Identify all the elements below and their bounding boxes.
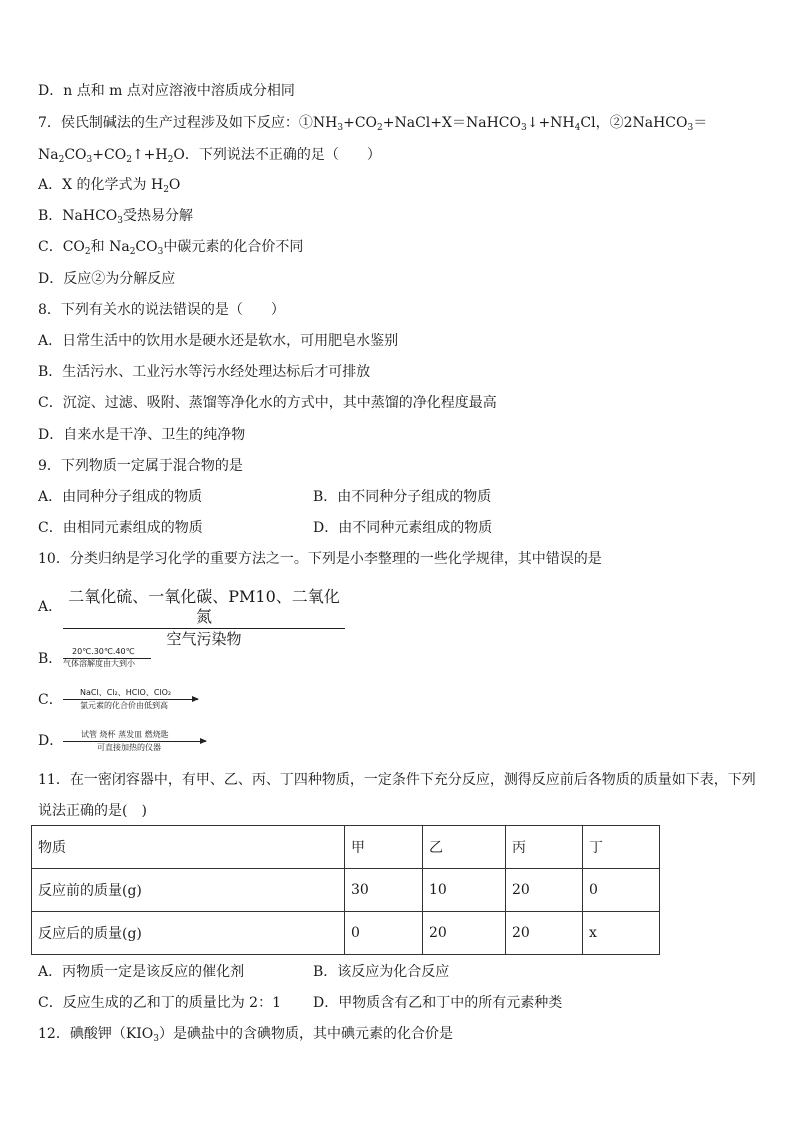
table-cell: 丙 [506,826,583,869]
q11-stem: 11．在一密闭容器中，有甲、乙、丙、丁四种物质，一定条件下充分反应，测得反应前后各物质的质量如下表，下列 [38,772,756,788]
table-row [32,912,660,955]
q11-option-c: C．反应生成的乙和丁的质量比为 2：1 [38,995,281,1011]
table-cell: 0 [583,869,660,912]
table-cell: 丁 [583,826,660,869]
q11-option-d: D．甲物质含有乙和丁中的所有元素种类 [313,995,563,1011]
q11-option-a: A．丙物质一定是该反应的催化剂 [38,964,245,980]
q9-option-d: D．由不同种元素组成的物质 [313,520,493,536]
q9-stem: 9．下列物质一定属于混合物的是 [38,458,243,474]
q11-option-b: B．该反应为化合反应 [313,964,450,980]
mass-table [31,825,660,955]
table-cell: 30 [345,869,423,912]
q8-option-c: C．沉淀、过滤、吸附、蒸馏等净化水的方式中，其中蒸馏的净化程度最高 [38,395,497,411]
q9-option-b: B．由不同种分子组成的物质 [313,489,492,505]
q8-stem: 8．下列有关水的说法错误的是（ ） [38,302,285,318]
table-cell: 20 [506,912,583,955]
table-cell: 反应后的质量(g) [32,912,345,955]
q10-stem: 10．分类归纳是学习化学的重要方法之一。下列是小李整理的一些化学规律，其中错误的是 [38,551,602,567]
q7-option-c: C．$CO_2$和 $Na_2CO_3$中碳元素的化合价不同 [38,239,304,257]
q10-d-label: D． [38,733,64,749]
q10-d-bottom: 可直接加热的仪器 [97,743,161,752]
table-cell: x [583,912,660,955]
table-row [32,869,660,912]
q6-option-d: D．n 点和 m 点对应溶液中溶质成分相同 [38,83,295,99]
q10-a-label: A． [38,599,63,615]
table-cell: 乙 [423,826,506,869]
table-cell: 物质 [32,826,345,869]
q10-c-bottom: 氯元素的化合价由低到高 [80,701,168,710]
q10-c-arrow [63,699,198,700]
table-cell: 20 [506,869,583,912]
q10-b-label: B． [38,651,63,667]
q10-a-fraction [63,587,345,649]
q10-b-bottom: 气体溶解度由大到小 [63,659,135,668]
q10-a-bottom: 空气污染物 [166,630,242,648]
q12-stem: 12．碘酸钾$(KIO_3)$是碘盐中的含碘物质，其中碘元素的化合价是 [38,1026,454,1044]
q8-option-a: A．日常生活中的饮用水是硬水还是软水，可用肥皂水鉴别 [38,333,399,349]
q10-b-top: 20℃.30℃.40℃ [72,647,135,656]
table-cell: 10 [423,869,506,912]
q7-stem: 7．侯氏制碱法的生产过程涉及如下反应：$①NH_3+CO_2+NaCl+X=NaHCO_3↓+NH_4Cl$，②2NaHCO$_3$＝ [38,115,708,133]
q10-d-top: 试管 烧杯 蒸发皿 燃烧匙 [81,730,169,739]
q8-option-d: D．自来水是干净、卫生的纯净物 [38,427,246,443]
q7-option-b: B．NaHCO$_3$受热易分解 [38,208,194,226]
table-cell: 反应前的质量(g) [32,869,345,912]
q10-a-top: 二氧化硫、一氧化碳、PM10、二氧化氮 [63,587,345,629]
q9-option-a: A．由同种分子组成的物质 [38,489,203,505]
q10-c-label: C． [38,692,63,708]
table-cell: 0 [345,912,423,955]
q7-option-a: A．X 的化学式为 $H_2O$ [38,177,181,195]
q8-option-b: B．生活污水、工业污水等污水经处理达标后才可排放 [38,364,371,380]
q11-stem-line2: 说法正确的是( ) [38,803,147,819]
table-cell: 20 [423,912,506,955]
q7-stem-line2: $Na_2CO_3+CO_2↑+H_2O$．下列说法不正确的足（ ） [38,147,381,165]
table-cell: 甲 [345,826,423,869]
table-row [32,826,660,869]
q10-d-arrow [63,741,206,742]
q10-c-top: NaCl、Cl₂、HClO、ClO₂ [80,688,172,697]
q7-option-d: D．反应②为分解反应 [38,271,176,287]
q9-option-c: C．由相同元素组成的物质 [38,520,203,536]
